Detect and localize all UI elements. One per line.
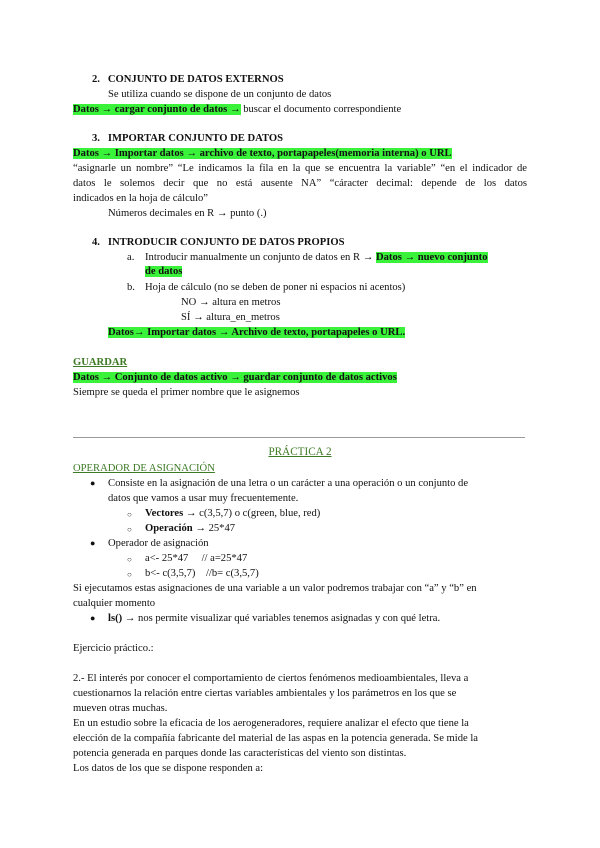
practica-title: PRÁCTICA 2 [268, 446, 332, 458]
exercise-paragraph-line: 2.- El interés por conocer el comportamiento de ciertos fenómenos medioambientales, lleva a [73, 673, 469, 684]
vectores-text: → c(3,5,7) o c(green, blue, red) [183, 508, 321, 519]
section-2-path [73, 102, 401, 117]
exercise-paragraph-line: cuestionarnos la relación entre ciertas variables ambientales y los parámetros en los que se [73, 688, 457, 699]
highlighted-menu-path: Datos → cargar conjunto de datos → [73, 104, 241, 115]
horizontal-divider [73, 437, 525, 438]
assignment-a: a<- 25*47 // a=25*47 [145, 553, 248, 564]
highlighted-menu-path: Datos→ Importar datos → Archivo de texto, portapapeles o URL. [108, 327, 406, 338]
naming-si: SÍ → altura_en_metros [181, 312, 280, 323]
exercise-paragraph-line: elección de la compañía fabricante del material de las aspas en la potencia generada. Se mide la [73, 733, 479, 744]
bullet-circle-icon: ○ [127, 510, 132, 519]
decimals-note: Números decimales en R → punto (.) [108, 208, 267, 219]
path-rest-text: buscar el documento correspondiente [240, 104, 402, 115]
highlighted-menu-path: Datos → nuevo conjunto [375, 252, 488, 263]
guardar-path [73, 370, 397, 385]
bullet-dot-icon: ● [90, 478, 96, 488]
bullet-circle-icon: ○ [127, 555, 132, 564]
ls-item [108, 611, 440, 626]
operador-subtitle: OPERADOR DE ASIGNACIÓN [73, 463, 215, 474]
operacion-text: → 25*47 [192, 523, 236, 534]
guardar-title: GUARDAR [73, 357, 128, 368]
exercise-paragraph-line: potencia generada en parques donde las características del viento son distintas. [73, 748, 407, 759]
section-3-path [73, 146, 452, 161]
assignment-note-line: cualquier momento [73, 598, 156, 609]
section-2-heading: 2. CONJUNTO DE DATOS EXTERNOS [92, 74, 284, 85]
exercise-paragraph-line: Los datos de los que se dispone responden a: [73, 763, 264, 774]
ls-text: → nos permite visualizar qué variables tenemos asignadas y con qué letra. [122, 613, 441, 624]
operacion-item [145, 521, 235, 536]
item-a-text [145, 250, 488, 265]
section-3-paragraph-line: “asignarle un nombre” “Le indicamos la fila en la que se encuentra la variable” “en el indicador de [73, 163, 527, 174]
section-2-line: Se utiliza cuando se dispone de un conjunto de datos [108, 89, 332, 100]
bullet-1-line: Consiste en la asignación de una letra o un carácter a una operación o un conjunto de [108, 478, 469, 489]
ejercicio-label: Ejercicio práctico.: [73, 643, 154, 654]
vectores-label: Vectores [145, 508, 184, 519]
bullet-circle-icon: ○ [127, 525, 132, 534]
bullet-dot-icon: ● [90, 613, 96, 623]
highlighted-menu-path: Datos → Importar datos → archivo de texto, portapapeles(memoria interna) o URL [73, 148, 452, 159]
section-4-path [108, 325, 405, 340]
operacion-label: Operación [145, 523, 193, 534]
guardar-note: Siempre se queda el primer nombre que le asignemos [73, 387, 300, 398]
assignment-note-line: Si ejecutamos estas asignaciones de una variable a un valor podremos trabajar con “a” y “b” en [73, 583, 477, 594]
naming-no: NO → altura en metros [181, 297, 281, 308]
item-a-plain: Introducir manualmente un conjunto de datos en R → [145, 252, 374, 263]
exercise-paragraph-line: mueven otras muchas. [73, 703, 168, 714]
exercise-paragraph-line: En un estudio sobre la eficacia de los aerogeneradores, requiere analizar el efecto que tiene la [73, 718, 469, 729]
assignment-b: b<- c(3,5,7) //b= c(3,5,7) [145, 568, 259, 579]
item-a-continuation [145, 264, 182, 279]
bullet-2-text: Operador de asignación [108, 538, 209, 549]
list-marker-b: b. [127, 282, 135, 293]
bullet-1-line: datos que vamos a usar muy frecuentemente. [108, 493, 299, 504]
section-3-heading: 3. IMPORTAR CONJUNTO DE DATOS [92, 133, 284, 144]
bullet-dot-icon: ● [90, 538, 96, 548]
section-3-paragraph-line: datos le solemos decir que no está ausente NA” “cáracter decimal: depende de los datos [73, 178, 527, 189]
highlighted-menu-path: de datos [145, 266, 183, 277]
item-b-text: Hoja de cálculo (no se deben de poner ni espacios ni acentos) [145, 282, 406, 293]
bullet-circle-icon: ○ [127, 570, 132, 579]
section-3-paragraph-line: indicados en la hoja de cálculo” [73, 193, 209, 204]
ls-label: ls() [108, 613, 123, 624]
highlighted-menu-path: Datos → Conjunto de datos activo → guardar conjunto de datos activos [73, 372, 397, 383]
vectores-item [145, 506, 320, 521]
list-marker-a: a. [127, 252, 135, 263]
section-4-heading: 4. INTRODUCIR CONJUNTO DE DATOS PROPIOS [92, 237, 345, 248]
